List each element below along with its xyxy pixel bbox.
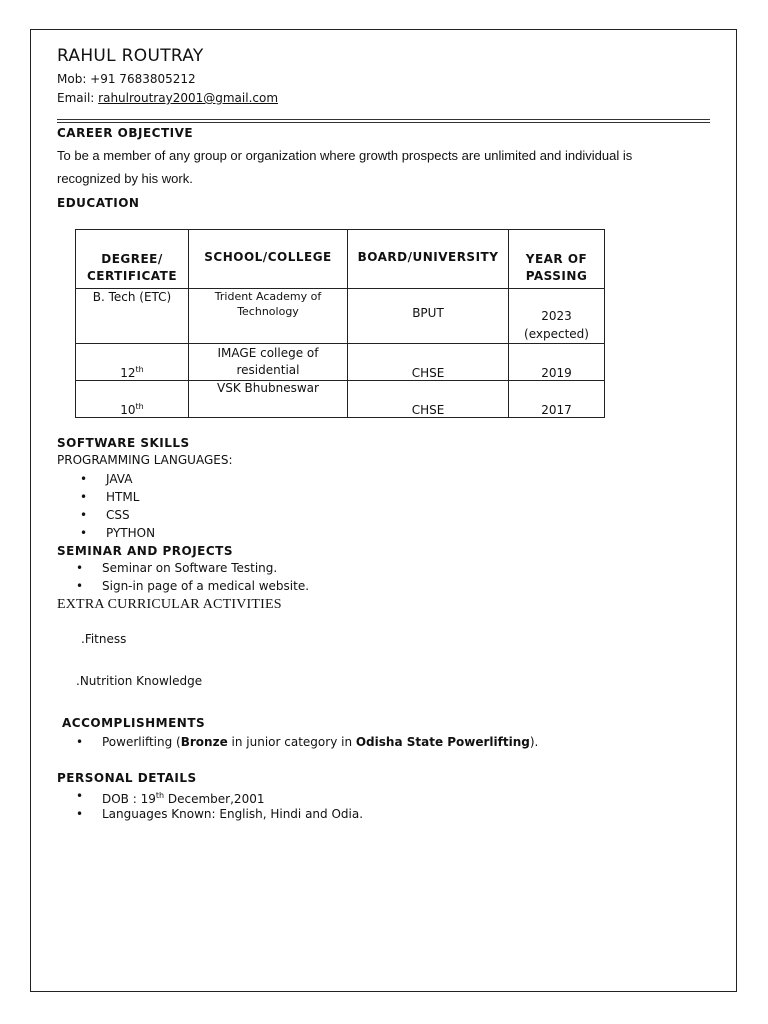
bullet-icon: • [80,526,88,540]
personal-details-list [76,787,364,823]
accomplishment-text-start: Powerlifting ( [102,735,181,749]
list-item [80,506,155,524]
extra-curricular-heading: EXTRA CURRICULAR ACTIVITIES [57,597,282,612]
bullet-icon: • [76,561,84,575]
list-item [76,805,364,823]
bullet-icon: • [80,472,88,486]
header-divider-second [57,122,710,123]
bullet-icon: • [80,490,88,504]
personal-details-heading: PERSONAL DETAILS [57,771,197,785]
list-item-text: HTML [106,490,140,504]
accomplishment-medal: Bronze [180,735,228,749]
list-item [76,559,309,577]
bullet-icon: • [80,508,88,522]
dob-text: DOB : 19 [102,792,156,806]
bullet-icon: • [76,807,84,821]
table-row [76,344,605,381]
cell-school: VSK Bhubneswar [189,381,348,418]
mobile-label: Mob: [57,72,91,86]
list-item [80,524,156,542]
email-label: Email: [57,91,99,105]
cell-year: 2019 [509,344,605,381]
bullet-icon: • [76,735,84,749]
degree-text: 12 [120,366,136,380]
seminar-projects-heading: SEMINAR AND PROJECTS [57,544,233,558]
cell-year: 2017 [509,381,605,418]
list-item-text: CSS [106,508,130,522]
cell-board: CHSE [348,344,509,381]
cell-school: Trident Academy of Technology [189,289,348,344]
header-divider [57,119,710,120]
bullet-icon: • [76,579,84,593]
bullet-icon: • [76,789,84,803]
dob-month-year: December,2001 [164,792,265,806]
seminar-projects-list [76,559,310,595]
cell-board: CHSE [348,381,509,418]
extra-item-nutrition: .Nutrition Knowledge [76,674,203,688]
cell-degree [76,381,189,418]
dob-superscript: th [155,791,165,800]
table-row [76,381,605,418]
list-item [80,488,155,506]
cell-degree [76,344,189,381]
accomplishment-event: Odisha State Powerlifting [355,735,530,749]
mobile-number: +91 7683805212 [90,72,196,86]
programming-languages-label: PROGRAMMING LANGUAGES: [57,453,233,467]
list-item-text: Seminar on Software Testing. [102,561,278,575]
degree-superscript: th [135,365,144,374]
resume-page [30,29,737,992]
career-objective-heading: CAREER OBJECTIVE [57,126,194,140]
software-skills-heading: SOFTWARE SKILLS [57,436,190,450]
list-item [76,787,363,806]
list-item [80,470,155,488]
accomplishments-list [76,733,539,751]
list-item-text: JAVA [106,472,133,486]
programming-languages-list [80,470,156,542]
email-line [57,91,278,105]
list-item [76,733,539,751]
candidate-name: RAHUL ROUTRAY [57,46,204,66]
column-header-degree: DEGREE/ CERTIFICATE [76,230,189,289]
languages-text: Languages Known: English, Hindi and Odia. [102,807,364,821]
list-item [76,577,310,595]
table-header-row [76,230,605,289]
list-item-text: PYTHON [106,526,156,540]
career-objective-text: To be a member of any group or organization where growth prospects are unlimited and individual is recognized by his work. [57,148,633,186]
education-table [75,229,605,418]
degree-text: 10 [120,403,136,417]
table-row [76,289,605,344]
cell-year: 2023 (expected) [509,289,605,344]
column-header-year: YEAR OF PASSING [509,230,605,289]
list-item-text: Sign-in page of a medical website. [102,579,310,593]
extra-item-fitness: .Fitness [81,632,127,646]
cell-school: IMAGE college of residential [189,344,348,381]
accomplishment-text-end: ). [529,735,539,749]
cell-board: BPUT [348,289,509,344]
degree-superscript: th [135,402,144,411]
accomplishments-heading: ACCOMPLISHMENTS [62,716,206,730]
education-heading: EDUCATION [57,196,140,210]
mobile-line [57,72,196,86]
cell-degree: B. Tech (ETC) [76,289,189,344]
accomplishment-text-middle: in junior category in [227,735,356,749]
column-header-board: BOARD/UNIVERSITY [348,230,509,289]
email-link[interactable]: rahulroutray2001@gmail.com [98,91,279,105]
column-header-school: SCHOOL/COLLEGE [189,230,348,289]
